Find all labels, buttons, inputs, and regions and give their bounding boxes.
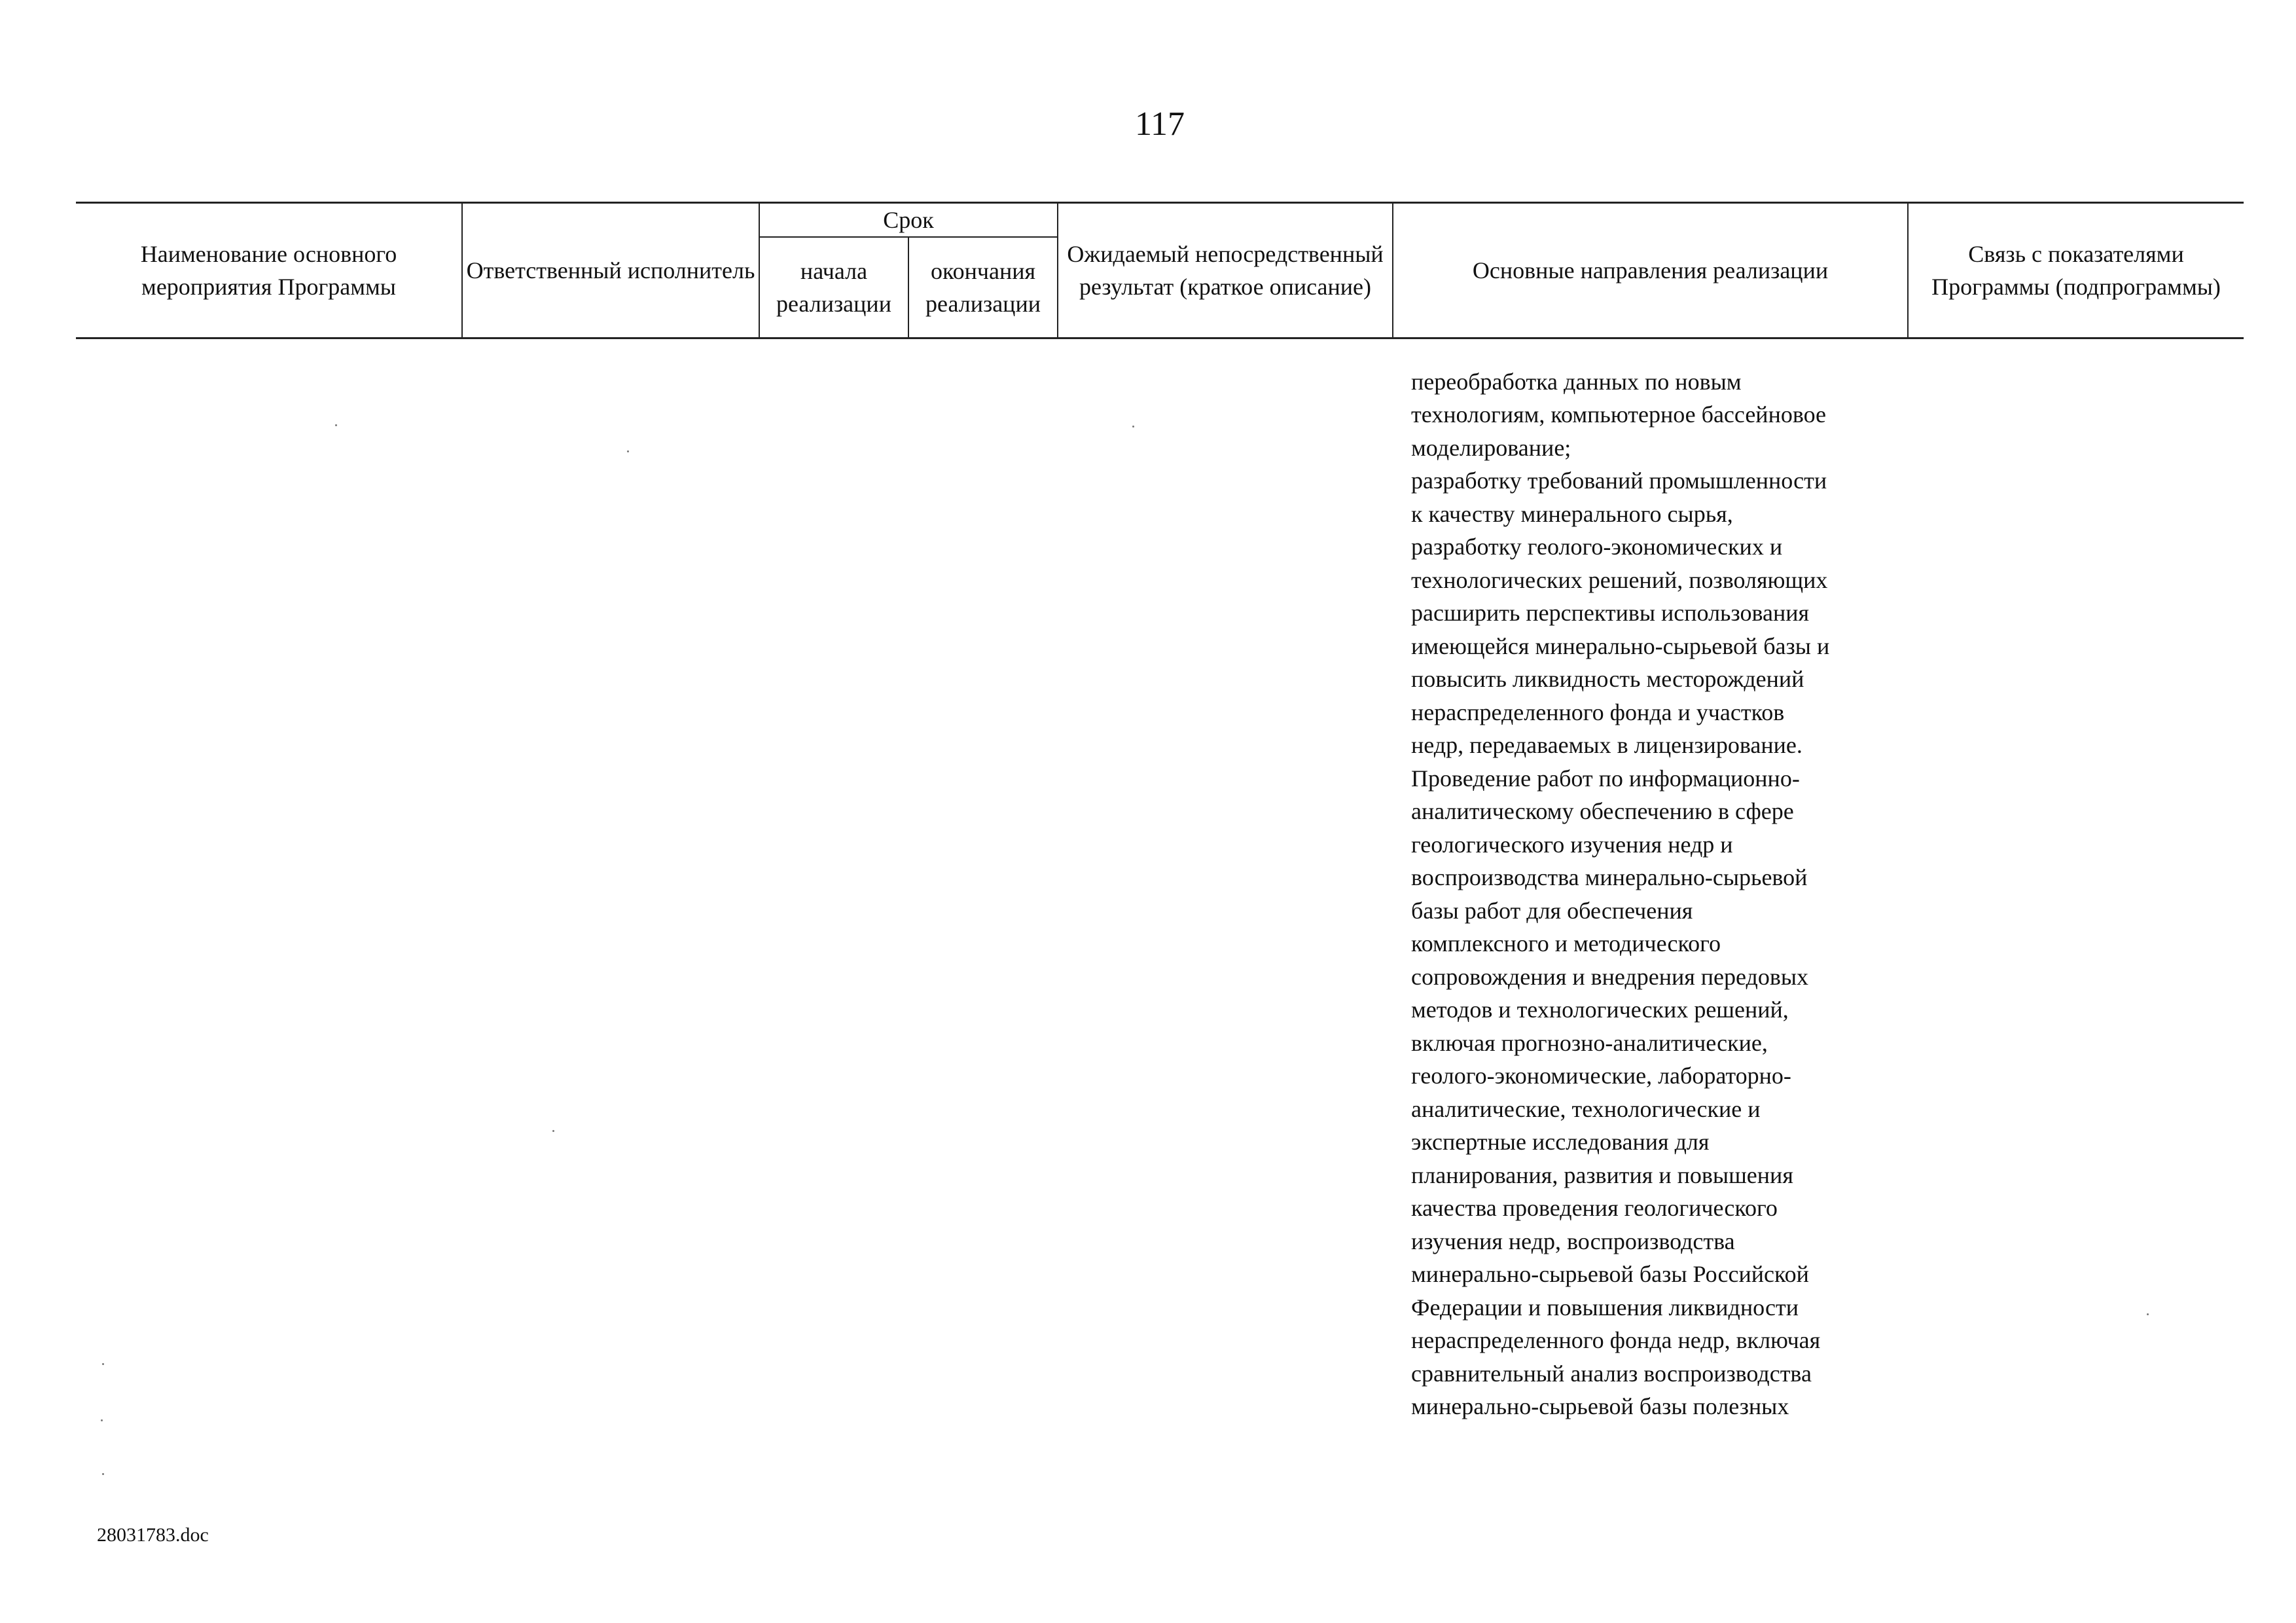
directions-text-line: аналитическому обеспечению в сфере (1411, 798, 1794, 824)
cell-activity-name (76, 338, 462, 1423)
directions-text-line: геологического изучения недр и (1411, 831, 1733, 858)
cell-responsible-executor (462, 338, 759, 1423)
scan-speck (2147, 1313, 2149, 1315)
header-main-directions: Основные направления реализации (1393, 203, 1908, 338)
directions-text-line: технологических решений, позволяющих (1411, 566, 1828, 593)
directions-text-line: повысить ликвидность месторождений (1411, 666, 1804, 692)
directions-text-line: разработку требований промышленности (1411, 467, 1827, 494)
directions-text-line: воспроизводства минерально-сырьевой (1411, 864, 1808, 890)
cell-indicators-link (1908, 338, 2244, 1423)
footer-file-name: 28031783.doc (97, 1524, 209, 1546)
directions-text-line: качества проведения геологического (1411, 1195, 1778, 1221)
directions-text-line: геолого-экономические, лабораторно- (1411, 1063, 1791, 1089)
cell-term-start (759, 338, 908, 1423)
directions-text-line: моделирование; (1411, 434, 1571, 461)
directions-text-line: разработку геолого-экономических и (1411, 534, 1783, 560)
scan-speck (102, 1473, 104, 1475)
header-expected-result: Ожидаемый непосредственный результат (краткое описание) (1058, 203, 1393, 338)
directions-text-line: включая прогнозно-аналитические, (1411, 1029, 1768, 1056)
directions-text-line: аналитические, технологические и (1411, 1095, 1761, 1122)
scan-speck (552, 1130, 554, 1132)
directions-text-line: технологиям, компьютерное бассейновое (1411, 401, 1827, 428)
cell-term-end (908, 338, 1058, 1423)
scan-speck (102, 1363, 104, 1365)
directions-text-line: комплексного и методического (1411, 930, 1721, 957)
cell-expected-result (1058, 338, 1393, 1423)
directions-text-line: расширить перспективы использования (1411, 600, 1810, 626)
directions-text-line: переобработка данных по новым (1411, 368, 1742, 395)
directions-text-line: недр, передаваемых в лицензирование. (1411, 732, 1803, 758)
scan-speck (101, 1419, 103, 1421)
header-term-end: окончания реализации (908, 237, 1058, 338)
directions-text-line: экспертные исследования для (1411, 1129, 1710, 1155)
header-activity-name: Наименование основного мероприятия Программы (76, 203, 462, 338)
header-term-start: начала реализации (759, 237, 908, 338)
scan-speck (627, 450, 629, 452)
cell-main-directions (1393, 338, 1908, 1423)
directions-text-line: минерально-сырьевой базы полезных (1411, 1393, 1789, 1419)
header-indicators-link: Связь с показателями Программы (подпрограммы) (1908, 203, 2244, 338)
directions-text-line: Проведение работ по информационно- (1411, 765, 1800, 792)
directions-text-line: минерально-сырьевой базы Российской (1411, 1261, 1809, 1287)
page-number: 117 (1134, 105, 1185, 143)
directions-text-line: имеющейся минерально-сырьевой базы и (1411, 632, 1830, 659)
table-row (76, 338, 2244, 1423)
scan-speck (1132, 426, 1134, 428)
scan-speck (335, 424, 337, 426)
directions-text-line: базы работ для обеспечения (1411, 897, 1693, 924)
directions-text-line: нераспределенного фонда и участков (1411, 699, 1785, 725)
directions-text-line: методов и технологических решений, (1411, 996, 1789, 1023)
directions-text (1393, 339, 1908, 1423)
directions-text-line: сопровождения и внедрения передовых (1411, 963, 1809, 990)
directions-text-line: к качеству минерального сырья, (1411, 500, 1733, 527)
directions-text-line: сравнительный анализ воспроизводства (1411, 1360, 1812, 1387)
directions-text-line: нераспределенного фонда недр, включая (1411, 1327, 1821, 1353)
directions-text-line: планирования, развития и повышения (1411, 1161, 1793, 1188)
program-activities-table (76, 202, 2244, 1423)
header-responsible-executor: Ответственный исполнитель (462, 203, 759, 338)
directions-text-line: изучения недр, воспроизводства (1411, 1228, 1735, 1254)
program-activities-table-wrap (76, 202, 2244, 1423)
directions-text-line: Федерации и повышения ликвидности (1411, 1294, 1799, 1321)
header-term: Срок (759, 203, 1058, 238)
